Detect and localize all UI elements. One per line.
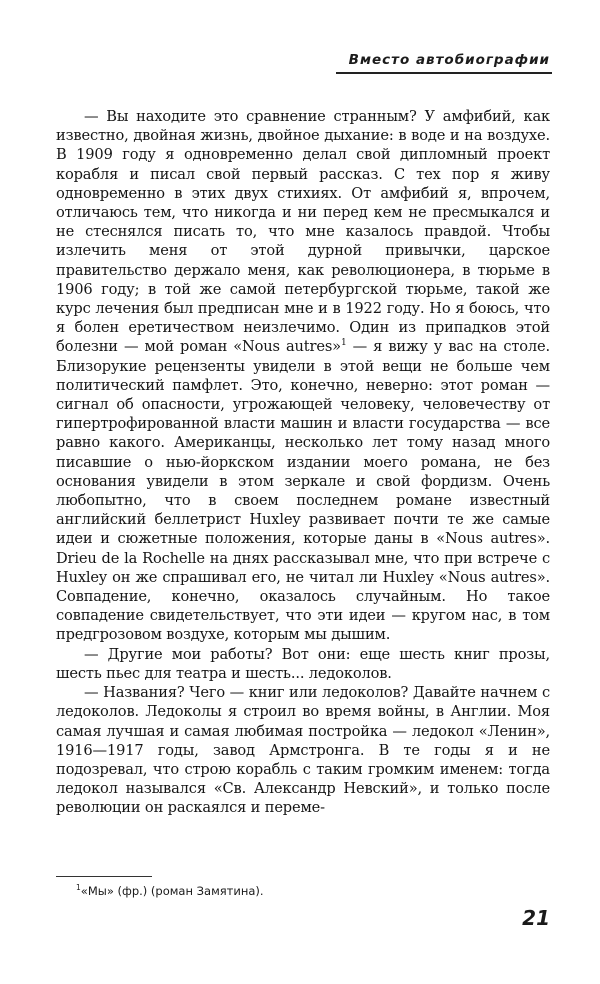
header-rule <box>336 72 552 74</box>
footnote-mark: 1 <box>76 883 81 893</box>
paragraph-1-text: — Вы находите это сравнение странным? У амфибий, как известно, двойная жизнь, двойное дыхание: в воде и на воздухе. В 1909 году я одновременно делал свой дипломный проект корабля и писал свой первый рассказ. С тех пор я живу одновременно в этих двух стихиях. От амфибий я, впрочем, отличаюсь тем, что никогда и ни перед кем не пресмыкался и не стеснялся писать то, что мне казалось правдой. Чтобы излечить меня от этой дурной привычки, царское правительство держало меня, как революционера, в тюрьме в 1906 году; в той же самой петербургской тюрьме, такой же курс лечения был предписан мне и в 1922 году. Но я боюсь, что я болен еретичеством неизлечимо. Один из припадков этой болезни — мой роман «Nous autres» <box>56 108 550 356</box>
footnote-text: «Мы» (фр.) (роман Замятина). <box>80 884 264 898</box>
running-header: Вместо автобиографии <box>348 52 550 68</box>
page-number: 21 <box>522 906 550 930</box>
paragraph-2: — Другие мои работы? Вот они: еще шесть книг прозы, шесть пьес для театра и шесть... ледоколов. <box>56 645 550 682</box>
paragraph-3: — Названия? Чего — книг или ледоколов? Давайте начнем с ледоколов. Ледоколы я строил во время войны, в Англии. Моя самая лучшая и самая любимая постройка — ледокол «Ленин», 1916—1917 годы, завод Армстронга. В те годы я и не подозревал, что строю корабль с таким громким именем: тогда ледокол назывался «Св. Александр Невский», и только после революции он раскаялся и переме- <box>56 684 550 817</box>
footnote-reference[interactable]: 1 <box>340 338 347 349</box>
footnote-rule <box>56 876 152 877</box>
footnote <box>76 884 536 898</box>
main-text <box>56 107 550 818</box>
paragraph-1-continued: — я вижу у вас на столе. Близорукие рецензенты увидели в этой вещи не больше чем политический памфлет. Это, конечно, неверно: этот роман — сигнал об опасности, угрожающей человеку, человечеству от гипертрофированной власти машин и власти государства — все равно какого. Американцы, несколько лет тому назад много писавшие о нью-йоркском издании моего романа, не без основания увидели в этом зеркале и свой фордизм. Очень любопытно, что в своем последнем романе известный английский беллетрист Huxley развивает почти те же самые идеи и сюжетные положения, которые даны в «Nous autres». Drieu de la Rochelle на днях рассказывал мне, что при встрече с Huxley он же спрашивал его, не читал ли Huxley «Nous autres». Совпадение, конечно, оказалось случайным. Но такое совпадение свидетельствует, что эти идеи — кругом нас, в том предгрозовом воздухе, которым мы дышим. <box>56 338 550 644</box>
paragraph-1 <box>56 107 550 645</box>
